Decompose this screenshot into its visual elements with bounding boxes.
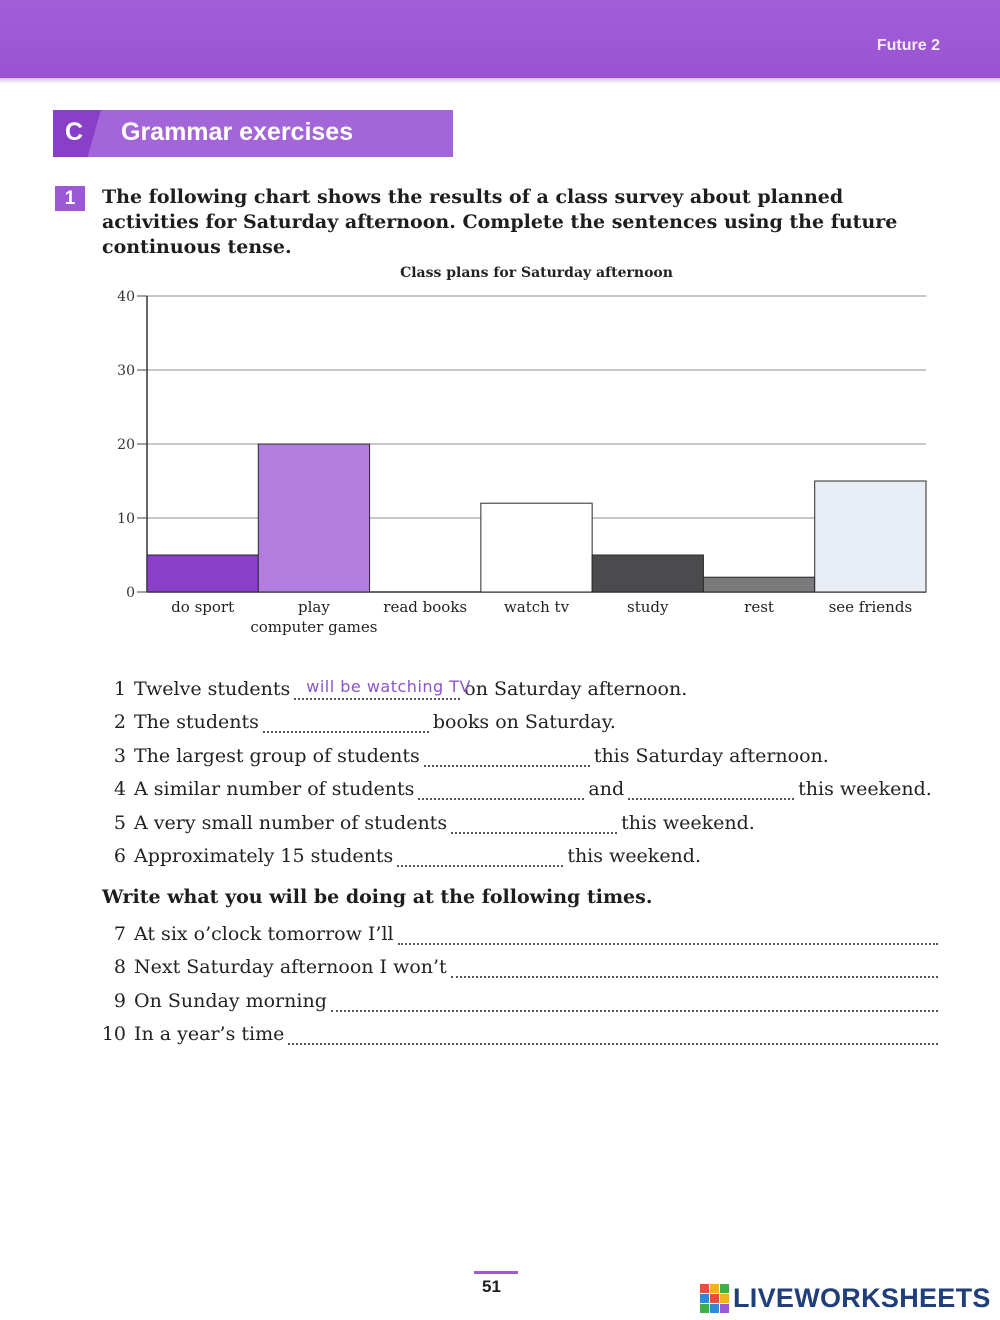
sentence-fragment: Approximately 15 students [134,845,394,867]
y-tick-label: 0 [126,585,135,601]
prompt-number: 7 [113,923,126,945]
prompt-number: 9 [113,990,126,1012]
sentence-fragment: books on Saturday. [432,711,616,733]
y-tick-label: 40 [117,289,135,305]
prompt-text [134,990,938,1012]
x-tick-label: rest [744,598,774,616]
bar [592,555,703,592]
sentence-fragment: On Sunday morning [134,990,327,1012]
x-tick-label: study [627,598,669,616]
prompt-text [134,956,938,978]
sentence-fragment: on Saturday afternoon. [464,678,688,700]
filled-answer: will be watching TV [306,677,471,696]
prompt-text [134,923,938,945]
question-number: 4 [113,778,126,800]
x-tick-label: play computer games [250,598,378,636]
question-text [134,778,932,800]
answer-blank[interactable] [263,715,429,733]
prompt-number: 8 [113,956,126,978]
bar [703,577,814,592]
sentence-fragment: and [588,778,625,800]
sub-instruction: Write what you will be doing at the following times. [102,886,653,908]
section-banner [53,110,453,157]
answer-blank[interactable] [397,849,563,867]
brand-grid-icon [700,1284,729,1313]
section-title: Grammar exercises [121,118,354,146]
question-number: 6 [113,845,126,867]
header-band [0,0,1000,78]
answer-line[interactable] [331,994,938,1012]
sentence-fragment: Next Saturday afternoon I won’t [134,956,447,978]
sentence-fragment: this weekend. [798,778,932,800]
sentence-fragment: Twelve students [134,678,291,700]
question-number: 1 [113,678,126,700]
bar [481,503,592,592]
question-number: 3 [113,745,126,767]
question-text [134,812,755,834]
sentence-fragment: In a year’s time [134,1023,285,1045]
answer-blank[interactable] [628,782,794,800]
question-number: 5 [113,812,126,834]
bar [258,444,369,592]
exercise-number: 1 [55,186,85,211]
sentence-fragment: The students [134,711,259,733]
prompt-number: 10 [101,1023,126,1045]
answer-blank[interactable] [418,782,584,800]
x-tick-label: read books [383,598,468,616]
sentence-fragment: this weekend. [567,845,701,867]
question-text [134,711,616,733]
bar-chart [0,255,1000,645]
sentence-fragment: this Saturday afternoon. [593,745,829,767]
y-tick-label: 30 [117,363,135,379]
question-text [134,745,829,767]
answer-line[interactable] [451,960,938,978]
question-text [134,678,687,700]
sentence-fragment: A similar number of students [134,778,415,800]
brand-logo [700,1283,991,1314]
brand-text: LIVEWORKSHEETS [733,1283,991,1313]
exercise-instruction: The following chart shows the results of a class survey about planned activities for Saturday afternoon. Complete the sentences using the future continuous tense. [102,186,898,258]
sentence-fragment: A very small number of students [134,812,448,834]
question-text [134,845,701,867]
bar [147,555,258,592]
page-number: 51 [482,1277,501,1296]
sentence-fragment: The largest group of students [134,745,420,767]
x-tick-label: see friends [828,598,913,616]
x-tick-label: watch tv [503,598,570,616]
question-number: 2 [113,711,126,733]
x-tick-label: do sport [171,598,235,616]
answer-blank[interactable] [294,677,471,700]
bar [815,481,926,592]
y-tick-label: 20 [117,437,135,453]
unit-label: Future 2 [876,37,940,54]
chart-title: Class plans for Saturday afternoon [400,265,673,281]
sentence-fragment: this weekend. [621,812,755,834]
prompt-text [134,1023,938,1045]
y-tick-label: 10 [117,511,135,527]
section-letter: C [65,118,84,146]
answer-line[interactable] [398,927,938,945]
answer-line[interactable] [288,1027,938,1045]
answer-blank[interactable] [424,749,590,767]
answer-blank[interactable] [451,816,617,834]
sentence-fragment: At six o’clock tomorrow I’ll [134,923,394,945]
